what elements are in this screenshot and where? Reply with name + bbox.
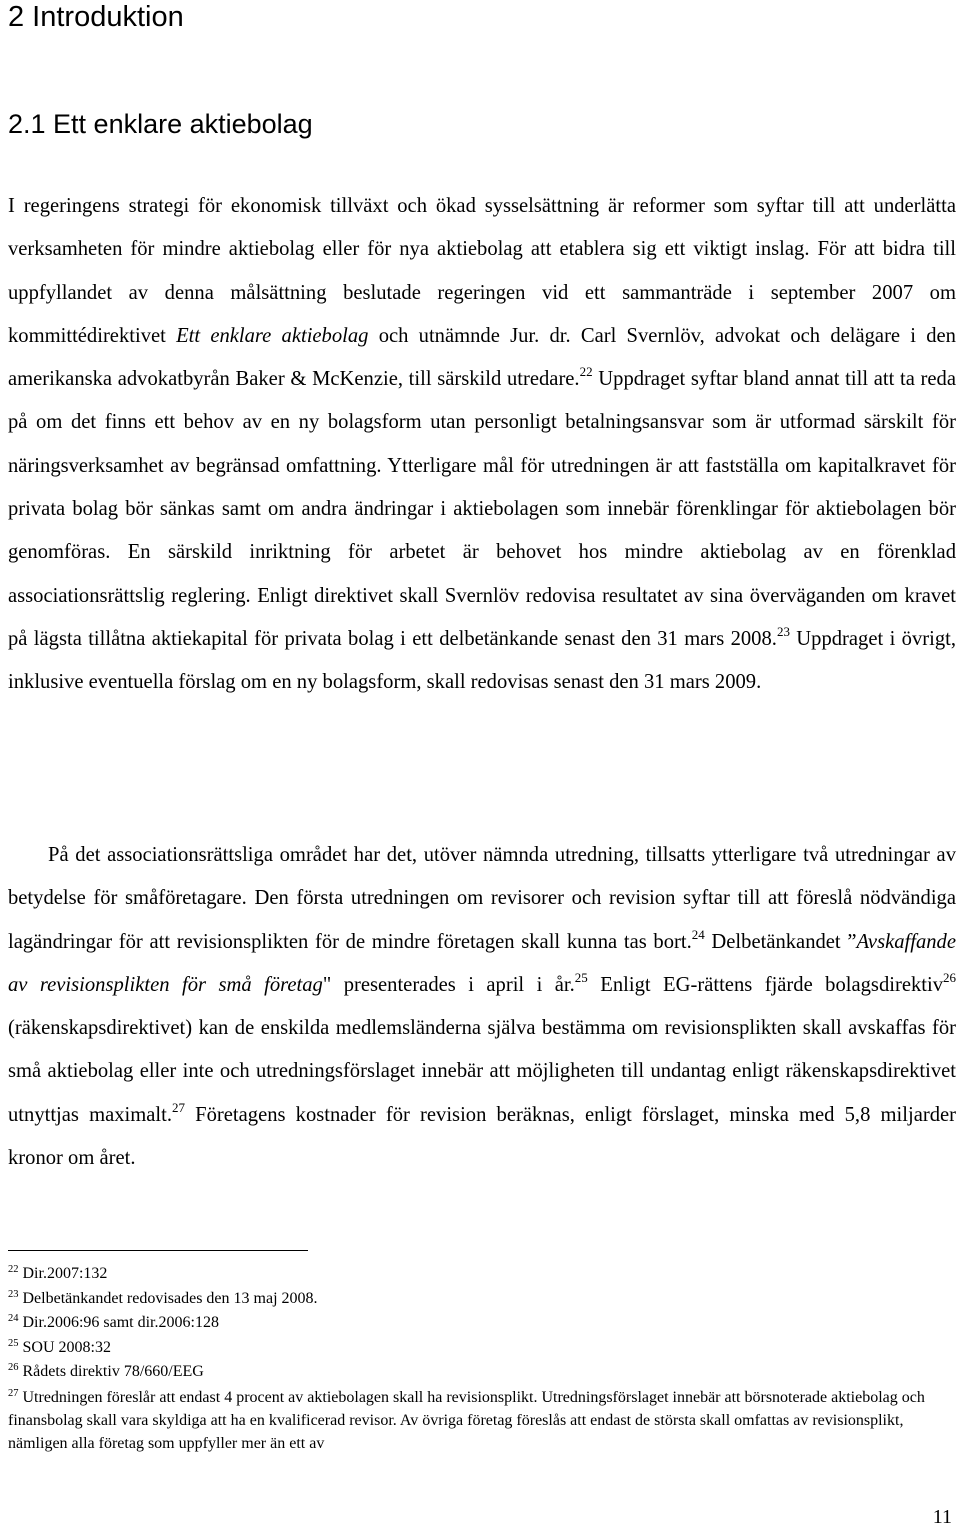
footnote-separator	[8, 1250, 308, 1251]
footnote-reference[interactable]: 23	[776, 623, 790, 639]
footnote-reference[interactable]: 24	[691, 926, 705, 942]
paragraph-text: I regeringens strategi för ekonomisk tillväxt och ökad sysselsättning är reformer som syftar till att underlätta verksamheten för mindre aktiebolag eller för nya aktiebolag att etablera sig ett viktigt inslag. För att bidra till uppfyllandet av denna målsättning beslutade regeringen vid ett sammanträde i september 2007 om kommittédirektivet	[8, 195, 956, 347]
body-paragraph	[8, 834, 956, 1180]
footnote-text: Dir.2006:96 samt dir.2006:128	[22, 1314, 219, 1331]
footnote-number: 26	[8, 1362, 19, 1373]
footnote-text: Utredningen föreslår att endast 4 procent av aktiebolagen skall ha revisionsplikt. Utredningsförslaget innebär att börsnoterade aktiebolag och finansbolag skall vara skyldiga att ha en kvalificerad revisor. Av övriga företag föreslås att endast de största skall omfattas av revisionsplikt, nämligen alla företag som uppfyller mer än ett av	[8, 1388, 925, 1452]
footnote-text: Delbetänkandet redovisades den 13 maj 2008.	[22, 1289, 318, 1307]
chapter-heading: 2 Introduktion	[8, 1, 184, 33]
footnote-item	[8, 1360, 943, 1385]
footnote-text: Dir.2007:132	[22, 1265, 108, 1282]
footnote-item	[8, 1287, 943, 1312]
paragraph-text: " presenterades i april i år.	[322, 973, 575, 996]
directive-title: Ett enklare aktiebolag	[176, 324, 369, 347]
footnote-text: SOU 2008:32	[22, 1338, 111, 1356]
footnote-reference[interactable]: 27	[172, 1099, 186, 1115]
report-title: Avskaffande av revisionsplikten för små företag	[8, 930, 956, 996]
section-heading: 2.1 Ett enklare aktiebolag	[8, 109, 313, 139]
paragraph-text: (räkenskapsdirektivet) kan de enskilda medlemsländerna själva bestämma om revisionsplikten skall avskaffas för små aktiebolag eller inte och utredningsförslaget innebär att möjligheten till undantag enligt räkenskapsdirektivet utnyttjas maximalt.	[8, 1017, 956, 1126]
footnote-number: 22	[8, 1264, 19, 1275]
footnote-number: 27	[8, 1387, 19, 1399]
page-number: 11	[932, 1506, 952, 1528]
paragraph-text: På det associationsrättsliga området har det, utöver nämnda utredning, tillsatts ytterligare två utredningar av betydelse för småföretagare. Den första utredningen om revisorer och revision syftar till att föreslå nödvändiga lagändringar för att revisionsplikten för de mindre företagen skall kunna tas bort.	[8, 844, 956, 953]
paragraph-text: Delbetänkandet ”	[704, 930, 857, 953]
footnote-number: 23	[8, 1288, 19, 1300]
footnote-item	[8, 1262, 943, 1287]
footnote-reference[interactable]: 25	[574, 969, 588, 985]
paragraph-text: Enligt EG-rättens fjärde bolagsdirektiv	[587, 973, 943, 996]
paragraph-text: Uppdraget syftar bland annat till att ta reda på om det finns ett behov av en ny bolagsform utan personligt betalningsansvar som är utformad särskilt för näringsverksamhet av begränsad omfattning. Ytterligare mål för utredningen är att fastställa om kapitalkravet för privata bolag bör sänkas samt om andra ändringar i aktiebolagen som innebär förenklingar för aktiebolagen bör genomföras. En särskild inriktning för arbetet är behovet hos mindre aktiebolag av en förenklad associationsrättslig reglering. Enligt direktivet skall Svernlöv redovisa resultatet av sina överväganden om kravet på lägsta tillåtna aktiekapital för privata bolag i ett delbetänkande senast den 31 mars 2008.	[8, 368, 956, 650]
paragraph-text: Uppdraget i övrigt, inklusive eventuella förslag om en ny bolagsform, skall redovisas senast den 31 mars 2009.	[8, 627, 956, 694]
footnote-number: 25	[8, 1337, 19, 1349]
footnote-reference[interactable]: 22	[579, 364, 593, 380]
footnote-item	[8, 1311, 943, 1336]
footnote-item	[8, 1386, 943, 1455]
paragraph-text: Företagens kostnader för revision beräknas, enligt förslaget, minska med 5,8 miljarder kronor om året.	[8, 1103, 956, 1170]
footnote-reference[interactable]: 26	[943, 969, 956, 985]
body-paragraph	[8, 185, 956, 705]
footnote-list	[8, 1262, 943, 1455]
footnote-item	[8, 1336, 943, 1361]
footnote-text: Rådets direktiv 78/660/EEG	[22, 1363, 204, 1380]
footnote-number: 24	[8, 1313, 19, 1324]
paragraph-text: och utnämnde Jur. dr. Carl Svernlöv, advokat och delägare i den amerikanska advokatbyrån Baker & McKenzie, till särskild utredare.	[8, 324, 956, 391]
